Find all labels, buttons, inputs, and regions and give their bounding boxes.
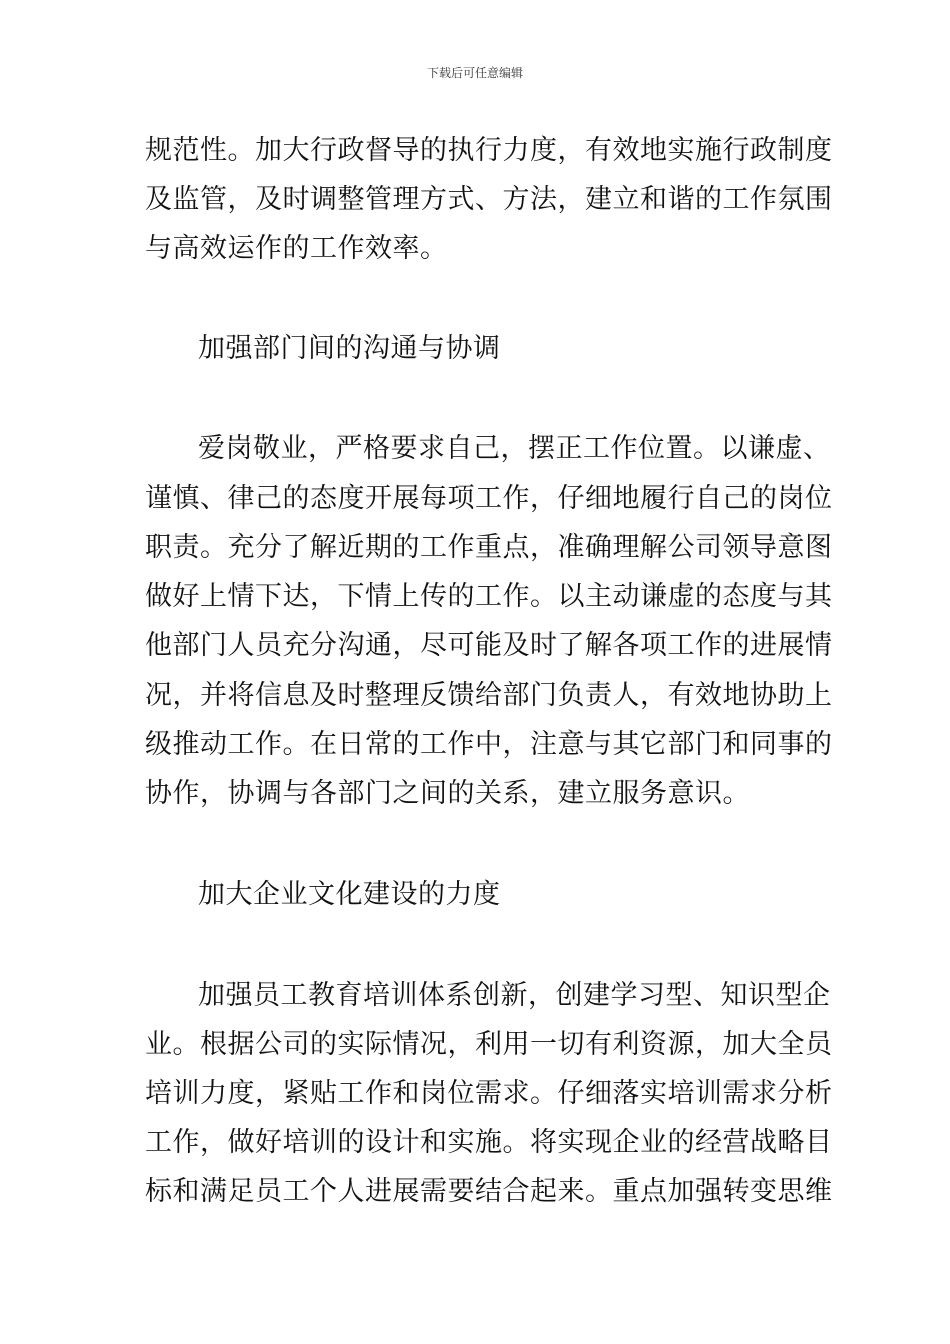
paragraph-3-line-4: 工作，做好培训的设计和实施。将实现企业的经营战略目: [145, 1127, 833, 1158]
section-heading-culture: 加大企业文化建设的力度: [198, 879, 501, 910]
paragraph-3-line-1: 加强员工教育培训体系创新，创建学习型、知识型企: [198, 980, 831, 1011]
paragraph-2-line-7: 级推动工作。在日常的工作中，注意与其它部门和同事的: [145, 729, 833, 760]
paragraph-2-line-1: 爱岗敬业，严格要求自己，摆正工作位置。以谦虚、: [198, 433, 831, 464]
paragraph-1-line-2: 及监管，及时调整管理方式、方法，建立和谐的工作氛围: [145, 184, 833, 215]
paragraph-2-line-8: 协作，协调与各部门之间的关系，建立服务意识。: [145, 778, 750, 809]
page-header: 下载后可任意编辑: [426, 66, 523, 80]
paragraph-3-line-2: 业。根据公司的实际情况，利用一切有利资源，加大全员: [145, 1029, 833, 1060]
paragraph-3-line-3: 培训力度，紧贴工作和岗位需求。仔细落实培训需求分析: [145, 1078, 833, 1109]
section-heading-communication: 加强部门间的沟通与协调: [198, 333, 501, 364]
paragraph-1-line-3: 与高效运作的工作效率。: [145, 233, 448, 264]
paragraph-2-line-4: 做好上情下达，下情上传的工作。以主动谦虚的态度与其: [145, 581, 833, 612]
paragraph-2-line-2: 谨慎、律己的态度开展每项工作，仔细地履行自己的岗位: [145, 483, 833, 514]
paragraph-2-line-6: 况，并将信息及时整理反馈给部门负责人，有效地协助上: [145, 680, 833, 711]
paragraph-1-line-1: 规范性。加大行政督导的执行力度，有效地实施行政制度: [145, 135, 833, 166]
paragraph-3-line-5: 标和满足员工个人进展需要结合起来。重点加强转变思维: [145, 1176, 833, 1207]
paragraph-2-line-5: 他部门人员充分沟通，尽可能及时了解各项工作的进展情: [145, 630, 833, 661]
paragraph-2-line-3: 职责。充分了解近期的工作重点，准确理解公司领导意图: [145, 532, 833, 563]
